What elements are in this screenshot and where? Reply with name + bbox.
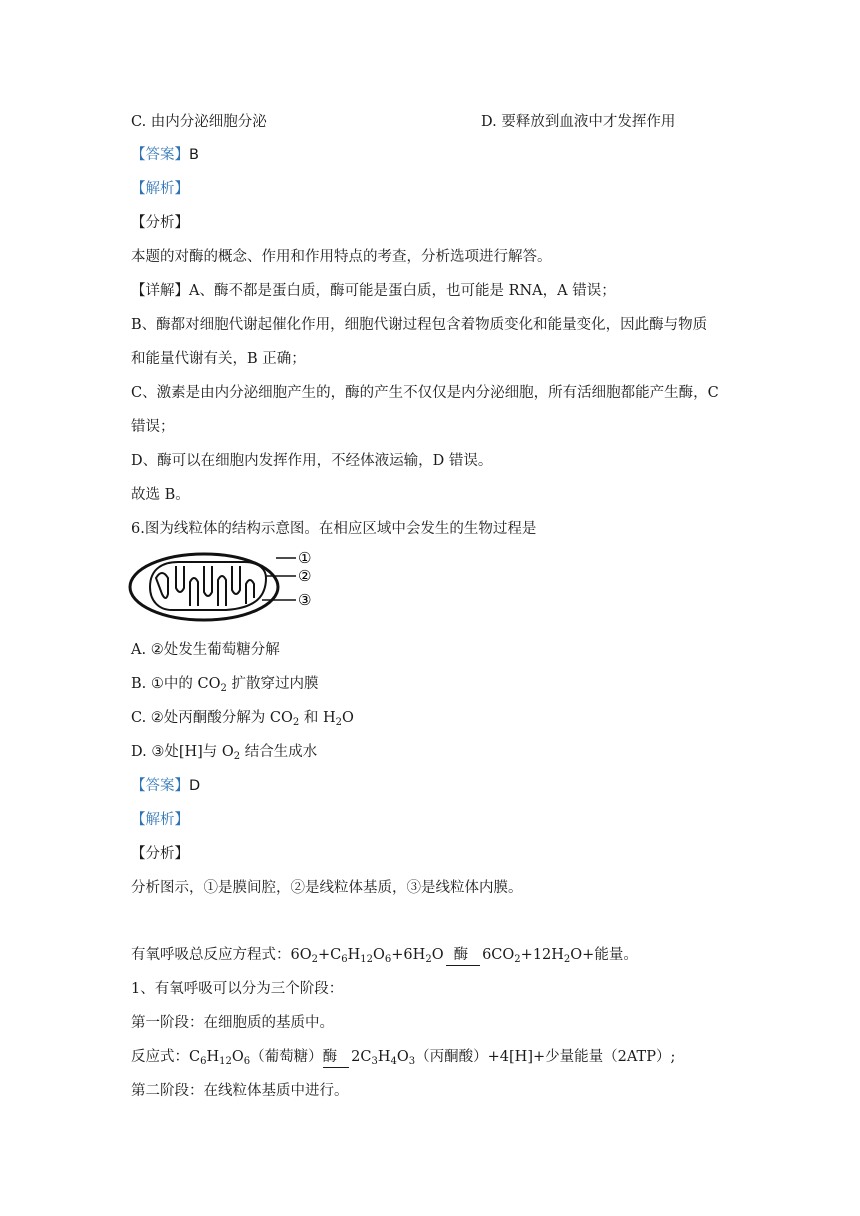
q5-option-d: D. 要释放到血液中才发挥作用	[481, 114, 676, 130]
subscript: 12	[219, 1056, 232, 1067]
subscript: 6	[384, 954, 392, 965]
q6-fenxi-tag: 【分析】	[131, 846, 189, 862]
answer-value: D	[189, 778, 201, 794]
crista	[176, 566, 184, 592]
text: 6CO	[482, 947, 515, 963]
text: +C	[318, 947, 342, 963]
q6-stem: 6.图为线粒体的结构示意图。在相应区域中会发生的生物过程是	[131, 521, 537, 537]
q5-fenxi-text: 本题的对酶的概念、作用和作用特点的考查，分析选项进行解答。	[131, 249, 552, 265]
text: （葡萄糖）	[250, 1049, 323, 1065]
text: H	[377, 1049, 391, 1065]
text: H	[206, 1049, 220, 1065]
q5-analysis-tag: 【解析】	[131, 181, 189, 197]
subscript: 2	[563, 954, 571, 965]
q5-conclusion: 故选 B。	[131, 487, 190, 503]
stage-2: 第二阶段：在线粒体基质中进行。	[131, 1083, 349, 1099]
text: 反应式：C	[131, 1049, 201, 1065]
subscript: 2	[292, 717, 300, 728]
text: O	[396, 1049, 409, 1065]
figure-label-3: ③	[298, 591, 312, 609]
overall-equation	[131, 945, 638, 966]
subscript: 6	[243, 1056, 251, 1067]
q6-answer	[131, 776, 200, 796]
q5-option-c: C. 由内分泌细胞分泌	[131, 114, 267, 130]
figure-label-2: ②	[298, 567, 312, 585]
subscript: 2	[311, 954, 318, 965]
text: D. ③处[H]与 O	[131, 744, 234, 760]
crista	[232, 566, 240, 594]
q6-fenxi-text: 分析图示，①是膜间腔，②是线粒体基质，③是线粒体内膜。	[131, 880, 523, 896]
text: （丙酮酸）+4[H]+少量能量（2ATP）;	[415, 1049, 676, 1065]
crista	[246, 580, 254, 604]
q5-detail-c2: 错误；	[131, 419, 175, 435]
subscript: 2	[335, 717, 343, 728]
answer-value: B	[189, 147, 199, 163]
q5-detail-b2: 和能量代谢有关，B 正确；	[131, 351, 306, 367]
text: 有氧呼吸总反应方程式：6O	[131, 947, 312, 963]
subscript: 3	[408, 1056, 416, 1067]
text: O	[431, 947, 444, 963]
detail-a-text: A、酶不都是蛋白质，酶可能是蛋白质，也可能是 RNA，A 错误；	[189, 283, 616, 299]
q5-detail-c1: C、激素是由内分泌细胞产生的，酶的产生不仅仅是内分泌细胞，所有活细胞都能产生酶，C	[131, 385, 719, 401]
q6-option-d	[131, 742, 317, 762]
stages-intro: 1、有氧呼吸可以分为三个阶段：	[131, 981, 344, 997]
q5-detail-a	[131, 281, 616, 301]
text: O	[231, 1049, 244, 1065]
crista	[204, 566, 212, 596]
q5-detail-d: D、酶可以在细胞内发挥作用，不经体液运输，D 错误。	[131, 453, 493, 469]
answer-tag: 【答案】	[131, 778, 189, 794]
crista	[156, 573, 168, 598]
stage-1: 第一阶段：在细胞质的基质中。	[131, 1015, 334, 1031]
subscript: 2	[514, 954, 521, 965]
q5-detail-b1: B、酶都对细胞代谢起催化作用，细胞代谢过程包含着物质变化和能量变化，因此酶与物质	[131, 317, 708, 333]
enzyme-arrow-label: 酶	[323, 1047, 350, 1068]
text: 结合生成水	[240, 744, 318, 760]
q6-option-b	[131, 674, 318, 694]
q6-option-a: A. ②处发生葡萄糖分解	[131, 642, 280, 658]
subscript: 4	[390, 1056, 397, 1067]
figure-label-1: ①	[298, 549, 312, 567]
q6-analysis-tag: 【解析】	[131, 812, 189, 828]
mitochondrion-figure	[126, 548, 326, 624]
detail-tag: 【详解】	[131, 283, 189, 299]
text: C. ②处丙酮酸分解为 CO	[131, 710, 293, 726]
text: 2C	[351, 1049, 372, 1065]
subscript: 12	[360, 954, 374, 965]
subscript: 3	[371, 1056, 378, 1067]
text: O+能量。	[570, 947, 638, 963]
text: 和 H	[299, 710, 336, 726]
text: +12H	[520, 947, 564, 963]
q5-answer	[131, 145, 199, 165]
text: O	[342, 710, 354, 726]
subscript: 2	[220, 683, 227, 694]
subscript: 2	[425, 954, 432, 965]
q5-fenxi-tag: 【分析】	[131, 215, 189, 231]
subscript: 6	[200, 1056, 207, 1067]
subscript: 6	[341, 954, 348, 965]
text: O	[373, 947, 385, 963]
text: +6H	[391, 947, 426, 963]
text: B. ①中的 CO	[131, 676, 221, 692]
subscript: 2	[233, 751, 241, 762]
stage-1-reaction	[131, 1047, 675, 1068]
crista	[218, 576, 226, 606]
text: H	[347, 947, 361, 963]
answer-tag: 【答案】	[131, 147, 189, 163]
q6-option-c	[131, 708, 354, 728]
crista	[190, 578, 198, 606]
enzyme-arrow-label: 酶	[446, 945, 481, 966]
text: 扩散穿过内膜	[226, 676, 319, 692]
